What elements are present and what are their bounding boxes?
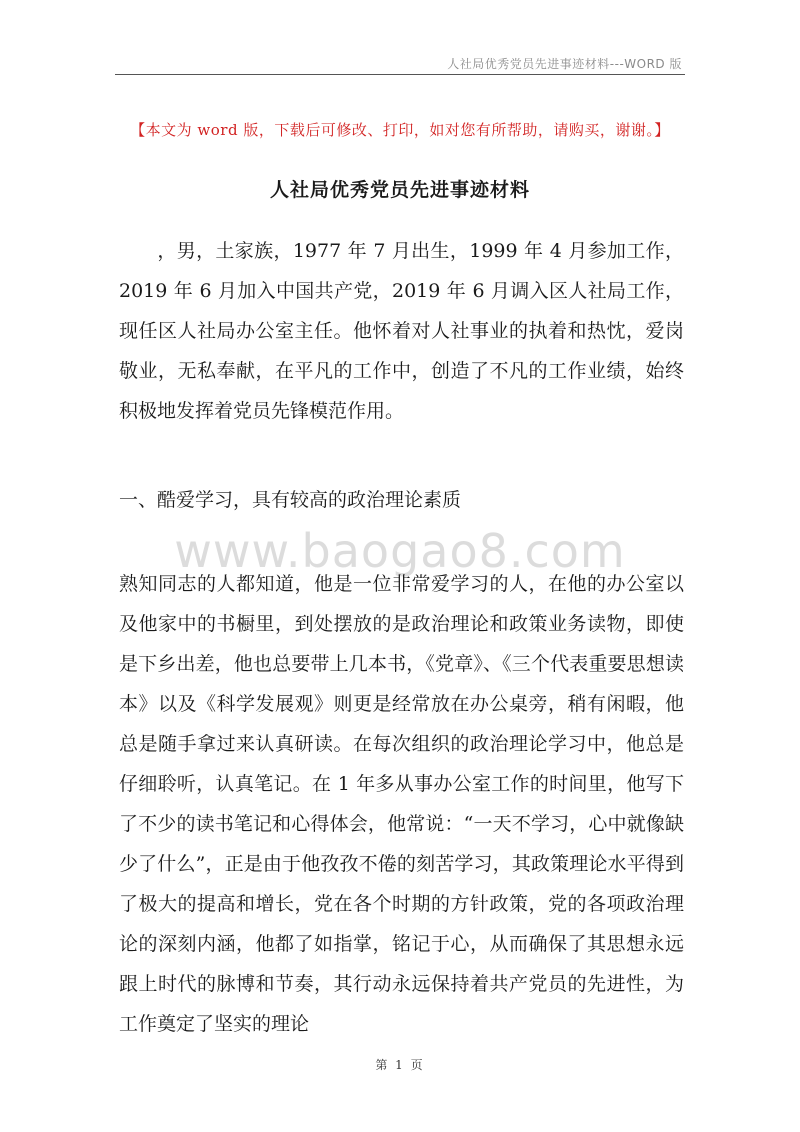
intro-text: ，男，土家族，1977 年 7 月出生，1999 年 4 月参加工作，2019 年 6 月加入中国共产党，2019 年 6 月调入区人社局工作，现任区人社局办公室主任。他怀着对人社事业的执着和热忱，爱岗敬业，无私奉献，在平凡的工作中，创造了不凡的工作业绩，始终积极地发挥着党员先锋模范作用。 [119, 240, 684, 422]
section-heading: 一、酷爱学习，具有较高的政治理论素质 [119, 489, 462, 511]
body-paragraph: 熟知同志的人都知道，他是一位非常爱学习的人，在他的办公室以及他家中的书橱里，到处摆放的是政治理论和政策业务读物，即使是下乡出差，他也总要带上几本书，《党章》、《三个代表重要思想读本》以及《科学发展观》则更是经常放在办公桌旁，稍有闲暇，他总是随手拿过来认真研读。在每次组织的政治理论学习中，他总是仔细聆听，认真笔记。在 1 年多从事办公室工作的时间里，他写下了不少的读书笔记和心得体会，他常说：“一天不学习，心中就像缺少了什么”，正是由于他孜孜不倦的刻苦学习，其政策理论水平得到了极大的提高和增长，党在各个时期的方针政策，党的各项政治理论的深刻内涵，他都了如指掌，铭记于心，从而确保了其思想永远跟上时代的脉博和节奏，其行动永远保持着共产党员的先进性，为工作奠定了坚实的理论 [119, 573, 684, 1035]
running-header: 人社局优秀党员先进事迹材料---WORD 版 [447, 57, 682, 71]
page-number: 第 1 页 [375, 1058, 425, 1072]
intro-paragraph [119, 231, 684, 431]
purchase-notice: 【本文为 word 版，下载后可修改、打印，如对您有所帮助，请购买，谢谢。】 [130, 121, 670, 139]
watermark: www.baogao8.com [174, 524, 626, 578]
header-divider [115, 74, 685, 75]
document-title: 人社局优秀党员先进事迹材料 [269, 179, 530, 201]
